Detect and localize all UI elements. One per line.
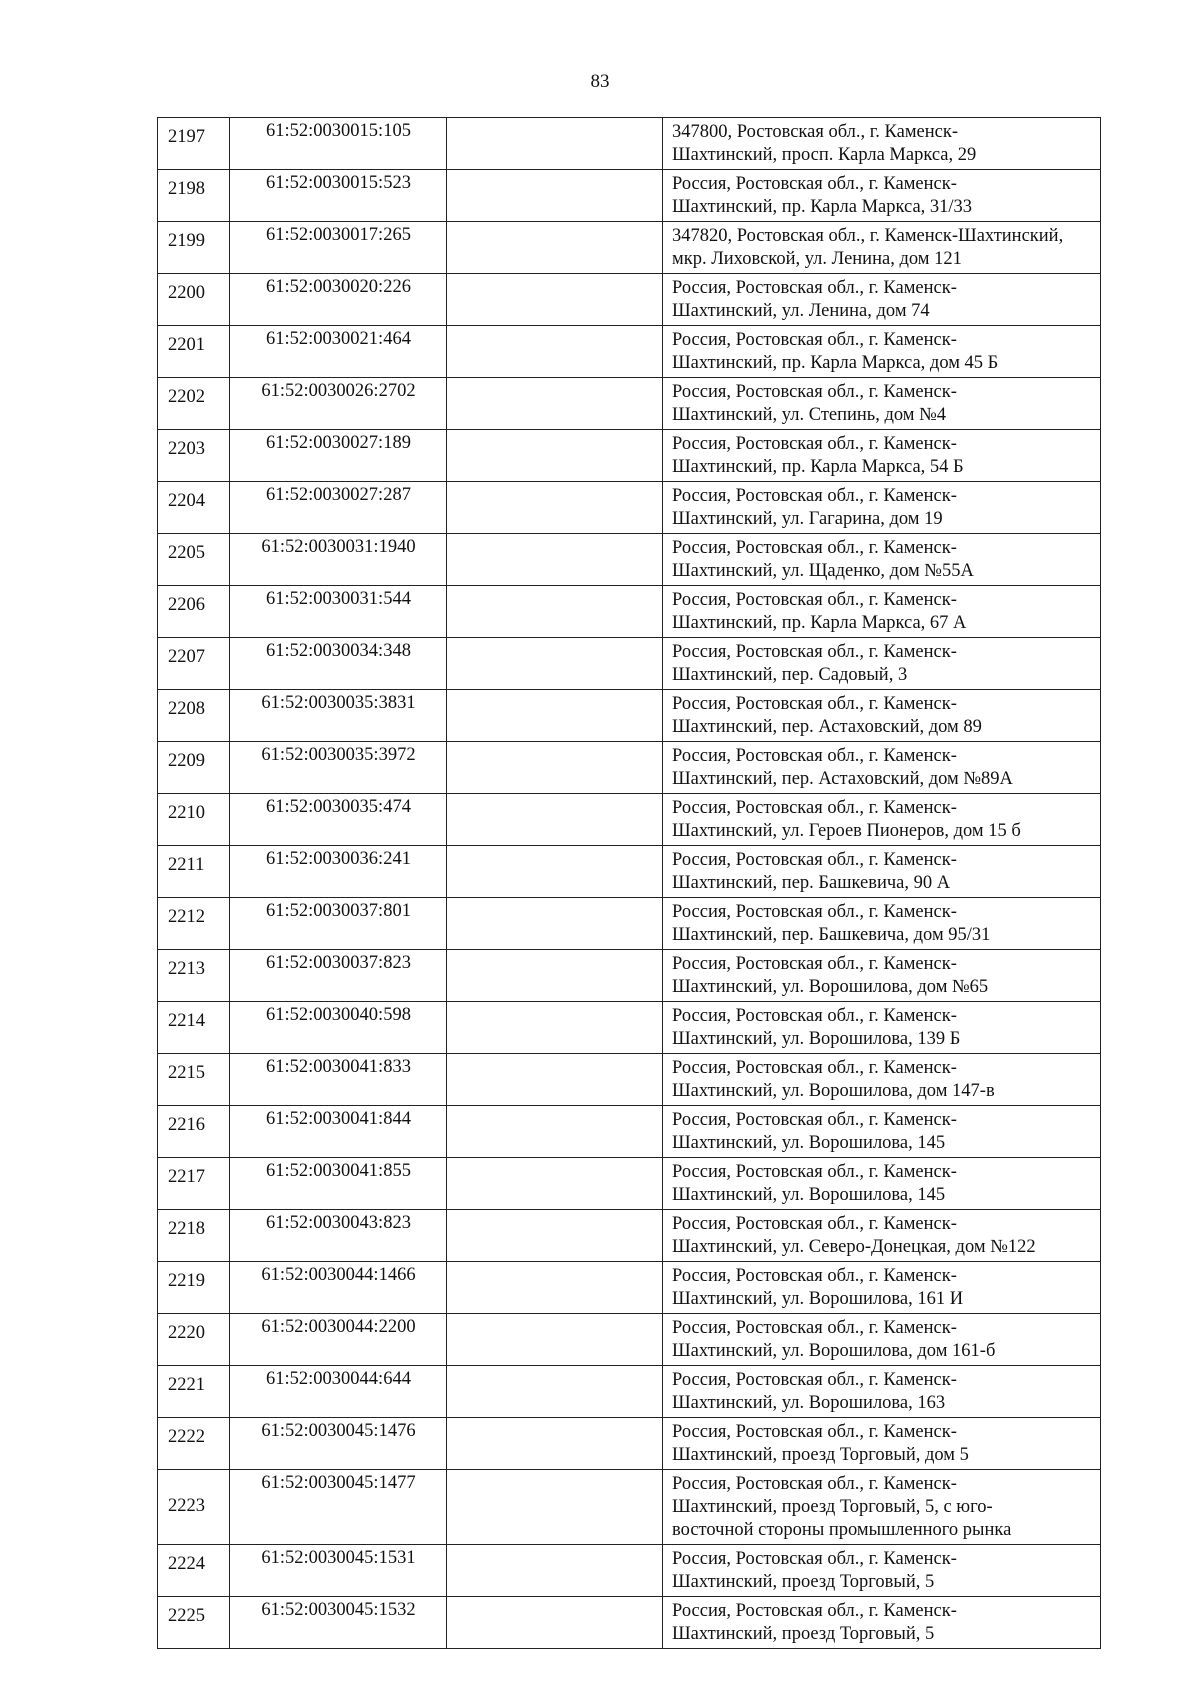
empty-cell <box>447 638 663 690</box>
row-number-cell: 2205 <box>158 534 230 586</box>
row-number-cell: 2201 <box>158 326 230 378</box>
address-line: Шахтинский, пр. Карла Маркса, 67 А <box>672 613 967 633</box>
empty-cell <box>447 1545 663 1597</box>
table-row <box>158 898 1101 950</box>
table-row <box>158 1418 1101 1470</box>
table-row <box>158 1470 1101 1545</box>
address-line: Россия, Ростовская обл., г. Каменск- <box>672 694 957 714</box>
address-line: Шахтинский, проезд Торговый, 5, с юго- <box>672 1497 993 1517</box>
address-cell <box>663 274 1101 326</box>
empty-cell <box>447 742 663 794</box>
cadastral-number-cell: 61:52:0030040:598 <box>230 1002 447 1054</box>
empty-cell <box>447 846 663 898</box>
address-line: Россия, Ростовская обл., г. Каменск- <box>672 1214 957 1234</box>
cadastral-number-cell: 61:52:0030044:1466 <box>230 1262 447 1314</box>
cadastral-number-cell: 61:52:0030035:3972 <box>230 742 447 794</box>
table-row <box>158 170 1101 222</box>
registry-table <box>157 117 1101 1649</box>
empty-cell <box>447 274 663 326</box>
address-line: Шахтинский, ул. Северо-Донецкая, дом №122 <box>672 1237 1036 1257</box>
row-number-cell: 2210 <box>158 794 230 846</box>
address-line: Россия, Ростовская обл., г. Каменск- <box>672 1370 957 1390</box>
table-row <box>158 638 1101 690</box>
table-row <box>158 1002 1101 1054</box>
cadastral-number-cell: 61:52:0030031:544 <box>230 586 447 638</box>
row-number-cell: 2204 <box>158 482 230 534</box>
address-cell <box>663 690 1101 742</box>
cadastral-number-cell: 61:52:0030041:855 <box>230 1158 447 1210</box>
address-cell <box>663 1106 1101 1158</box>
table-row <box>158 690 1101 742</box>
address-line: Россия, Ростовская обл., г. Каменск- <box>672 1422 957 1442</box>
address-cell <box>663 638 1101 690</box>
table-row <box>158 1314 1101 1366</box>
empty-cell <box>447 950 663 1002</box>
table-row <box>158 1106 1101 1158</box>
address-cell <box>663 534 1101 586</box>
row-number-cell: 2199 <box>158 222 230 274</box>
row-number-cell: 2211 <box>158 846 230 898</box>
address-line: восточной стороны промышленного рынка <box>672 1520 1012 1540</box>
row-number-cell: 2221 <box>158 1366 230 1418</box>
row-number-cell: 2202 <box>158 378 230 430</box>
row-number-cell: 2216 <box>158 1106 230 1158</box>
address-line: Шахтинский, пр. Карла Маркса, дом 45 Б <box>672 353 999 373</box>
address-cell <box>663 430 1101 482</box>
address-line: Шахтинский, ул. Щаденко, дом №55А <box>672 561 974 581</box>
table-row <box>158 1597 1101 1649</box>
address-line: Россия, Ростовская обл., г. Каменск- <box>672 1162 957 1182</box>
address-line: Россия, Ростовская обл., г. Каменск- <box>672 1110 957 1130</box>
address-line: Шахтинский, просп. Карла Маркса, 29 <box>672 145 977 165</box>
table-row <box>158 378 1101 430</box>
row-number-cell: 2223 <box>158 1470 230 1545</box>
address-line: Россия, Ростовская обл., г. Каменск- <box>672 746 957 766</box>
address-line: Шахтинский, ул. Ворошилова, дом 147-в <box>672 1081 995 1101</box>
address-line: Шахтинский, ул. Ленина, дом 74 <box>672 301 930 321</box>
cadastral-number-cell: 61:52:0030031:1940 <box>230 534 447 586</box>
registry-table-body <box>158 118 1101 1649</box>
address-line: Россия, Ростовская обл., г. Каменск- <box>672 434 957 454</box>
empty-cell <box>447 1470 663 1545</box>
address-line: Шахтинский, пр. Карла Маркса, 54 Б <box>672 457 964 477</box>
address-cell <box>663 846 1101 898</box>
address-cell <box>663 482 1101 534</box>
cadastral-number-cell: 61:52:0030043:823 <box>230 1210 447 1262</box>
address-line: Россия, Ростовская обл., г. Каменск- <box>672 538 957 558</box>
address-line: Россия, Ростовская обл., г. Каменск- <box>672 850 957 870</box>
row-number-cell: 2213 <box>158 950 230 1002</box>
empty-cell <box>447 1210 663 1262</box>
address-cell <box>663 326 1101 378</box>
address-line: Россия, Ростовская обл., г. Каменск- <box>672 1266 957 1286</box>
table-row <box>158 742 1101 794</box>
empty-cell <box>447 1002 663 1054</box>
address-line: Россия, Ростовская обл., г. Каменск- <box>672 382 957 402</box>
cadastral-number-cell: 61:52:0030045:1532 <box>230 1597 447 1649</box>
cadastral-number-cell: 61:52:0030041:833 <box>230 1054 447 1106</box>
address-line: Шахтинский, ул. Ворошилова, 145 <box>672 1133 946 1153</box>
address-line: Шахтинский, проезд Торговый, дом 5 <box>672 1445 969 1465</box>
row-number-cell: 2215 <box>158 1054 230 1106</box>
table-row <box>158 1366 1101 1418</box>
row-number-cell: 2222 <box>158 1418 230 1470</box>
address-line: Россия, Ростовская обл., г. Каменск- <box>672 642 957 662</box>
cadastral-number-cell: 61:52:0030044:644 <box>230 1366 447 1418</box>
address-line: Шахтинский, пер. Башкевича, 90 А <box>672 873 951 893</box>
address-line: Россия, Ростовская обл., г. Каменск- <box>672 1474 957 1494</box>
address-line: мкр. Лиховской, ул. Ленина, дом 121 <box>672 249 962 269</box>
address-line: Россия, Ростовская обл., г. Каменск- <box>672 278 957 298</box>
table-row <box>158 118 1101 170</box>
empty-cell <box>447 794 663 846</box>
address-line: Шахтинский, ул. Гагарина, дом 19 <box>672 509 943 529</box>
table-row <box>158 274 1101 326</box>
address-cell <box>663 1210 1101 1262</box>
cadastral-number-cell: 61:52:0030020:226 <box>230 274 447 326</box>
cadastral-number-cell: 61:52:0030045:1477 <box>230 1470 447 1545</box>
cadastral-number-cell: 61:52:0030035:474 <box>230 794 447 846</box>
row-number-cell: 2218 <box>158 1210 230 1262</box>
table-row <box>158 534 1101 586</box>
address-cell <box>663 950 1101 1002</box>
address-cell <box>663 170 1101 222</box>
table-row <box>158 1158 1101 1210</box>
table-row <box>158 1054 1101 1106</box>
empty-cell <box>447 326 663 378</box>
row-number-cell: 2206 <box>158 586 230 638</box>
row-number-cell: 2197 <box>158 118 230 170</box>
cadastral-number-cell: 61:52:0030034:348 <box>230 638 447 690</box>
cadastral-number-cell: 61:52:0030017:265 <box>230 222 447 274</box>
table-row <box>158 950 1101 1002</box>
empty-cell <box>447 1054 663 1106</box>
empty-cell <box>447 222 663 274</box>
address-line: Шахтинский, ул. Ворошилова, 139 Б <box>672 1029 961 1049</box>
cadastral-number-cell: 61:52:0030037:823 <box>230 950 447 1002</box>
address-line: Шахтинский, ул. Героев Пионеров, дом 15 б <box>672 821 1021 841</box>
cadastral-number-cell: 61:52:0030044:2200 <box>230 1314 447 1366</box>
address-line: Россия, Ростовская обл., г. Каменск- <box>672 798 957 818</box>
empty-cell <box>447 898 663 950</box>
address-line: Шахтинский, пр. Карла Маркса, 31/33 <box>672 197 973 217</box>
address-line: Шахтинский, пер. Астаховский, дом 89 <box>672 717 982 737</box>
address-line: Россия, Ростовская обл., г. Каменск- <box>672 486 957 506</box>
address-line: Шахтинский, ул. Ворошилова, 145 <box>672 1185 946 1205</box>
address-line: 347800, Ростовская обл., г. Каменск- <box>672 122 959 142</box>
table-row <box>158 482 1101 534</box>
page-number: 83 <box>590 71 610 92</box>
table-row <box>158 430 1101 482</box>
address-line: Шахтинский, пер. Садовый, 3 <box>672 665 908 685</box>
empty-cell <box>447 1158 663 1210</box>
address-line: Россия, Ростовская обл., г. Каменск- <box>672 1318 957 1338</box>
address-line: Шахтинский, ул. Ворошилова, дом 161-б <box>672 1341 996 1361</box>
empty-cell <box>447 378 663 430</box>
table-row <box>158 1210 1101 1262</box>
empty-cell <box>447 1366 663 1418</box>
address-cell <box>663 1366 1101 1418</box>
address-line: Шахтинский, пер. Башкевича, дом 95/31 <box>672 925 991 945</box>
address-line: Шахтинский, ул. Ворошилова, 161 И <box>672 1289 964 1309</box>
empty-cell <box>447 1597 663 1649</box>
address-line: Шахтинский, ул. Ворошилова, 163 <box>672 1393 946 1413</box>
empty-cell <box>447 534 663 586</box>
address-line: Россия, Ростовская обл., г. Каменск- <box>672 902 957 922</box>
empty-cell <box>447 1314 663 1366</box>
address-line: Россия, Ростовская обл., г. Каменск- <box>672 1058 957 1078</box>
row-number-cell: 2209 <box>158 742 230 794</box>
address-cell <box>663 1418 1101 1470</box>
address-cell <box>663 1314 1101 1366</box>
cadastral-number-cell: 61:52:0030036:241 <box>230 846 447 898</box>
address-line: Россия, Ростовская обл., г. Каменск- <box>672 954 957 974</box>
address-cell <box>663 1470 1101 1545</box>
address-line: Россия, Ростовская обл., г. Каменск- <box>672 1006 957 1026</box>
table-row <box>158 586 1101 638</box>
cadastral-number-cell: 61:52:0030041:844 <box>230 1106 447 1158</box>
row-number-cell: 2203 <box>158 430 230 482</box>
empty-cell <box>447 1418 663 1470</box>
table-row <box>158 1545 1101 1597</box>
empty-cell <box>447 430 663 482</box>
cadastral-number-cell: 61:52:0030027:189 <box>230 430 447 482</box>
row-number-cell: 2208 <box>158 690 230 742</box>
row-number-cell: 2224 <box>158 1545 230 1597</box>
cadastral-number-cell: 61:52:0030037:801 <box>230 898 447 950</box>
cadastral-number-cell: 61:52:0030045:1531 <box>230 1545 447 1597</box>
row-number-cell: 2225 <box>158 1597 230 1649</box>
address-line: Шахтинский, ул. Степинь, дом №4 <box>672 405 947 425</box>
address-line: Шахтинский, пер. Астаховский, дом №89А <box>672 769 1013 789</box>
address-cell <box>663 1597 1101 1649</box>
empty-cell <box>447 482 663 534</box>
row-number-cell: 2207 <box>158 638 230 690</box>
address-cell <box>663 1054 1101 1106</box>
address-cell <box>663 118 1101 170</box>
address-cell <box>663 742 1101 794</box>
row-number-cell: 2220 <box>158 1314 230 1366</box>
address-line: Шахтинский, проезд Торговый, 5 <box>672 1572 935 1592</box>
empty-cell <box>447 1106 663 1158</box>
cadastral-number-cell: 61:52:0030015:105 <box>230 118 447 170</box>
row-number-cell: 2214 <box>158 1002 230 1054</box>
row-number-cell: 2200 <box>158 274 230 326</box>
cadastral-number-cell: 61:52:0030026:2702 <box>230 378 447 430</box>
address-line: Шахтинский, проезд Торговый, 5 <box>672 1624 935 1644</box>
row-number-cell: 2217 <box>158 1158 230 1210</box>
cadastral-number-cell: 61:52:0030027:287 <box>230 482 447 534</box>
address-line: 347820, Ростовская обл., г. Каменск-Шахтинский, <box>672 226 1064 246</box>
address-cell <box>663 222 1101 274</box>
empty-cell <box>447 1262 663 1314</box>
table-row <box>158 794 1101 846</box>
empty-cell <box>447 118 663 170</box>
empty-cell <box>447 690 663 742</box>
row-number-cell: 2212 <box>158 898 230 950</box>
address-cell <box>663 586 1101 638</box>
cadastral-number-cell: 61:52:0030045:1476 <box>230 1418 447 1470</box>
cadastral-number-cell: 61:52:0030021:464 <box>230 326 447 378</box>
address-line: Россия, Ростовская обл., г. Каменск- <box>672 174 957 194</box>
table-row <box>158 222 1101 274</box>
cadastral-number-cell: 61:52:0030015:523 <box>230 170 447 222</box>
table-row <box>158 846 1101 898</box>
address-line: Россия, Ростовская обл., г. Каменск- <box>672 1601 957 1621</box>
address-line: Россия, Ростовская обл., г. Каменск- <box>672 330 957 350</box>
empty-cell <box>447 586 663 638</box>
cadastral-number-cell: 61:52:0030035:3831 <box>230 690 447 742</box>
address-cell <box>663 898 1101 950</box>
row-number-cell: 2219 <box>158 1262 230 1314</box>
address-cell <box>663 1545 1101 1597</box>
empty-cell <box>447 170 663 222</box>
address-cell <box>663 1158 1101 1210</box>
address-cell <box>663 1002 1101 1054</box>
address-line: Россия, Ростовская обл., г. Каменск- <box>672 1549 957 1569</box>
address-cell <box>663 378 1101 430</box>
table-row <box>158 326 1101 378</box>
address-cell <box>663 794 1101 846</box>
address-cell <box>663 1262 1101 1314</box>
address-line: Россия, Ростовская обл., г. Каменск- <box>672 590 957 610</box>
row-number-cell: 2198 <box>158 170 230 222</box>
table-row <box>158 1262 1101 1314</box>
address-line: Шахтинский, ул. Ворошилова, дом №65 <box>672 977 989 997</box>
